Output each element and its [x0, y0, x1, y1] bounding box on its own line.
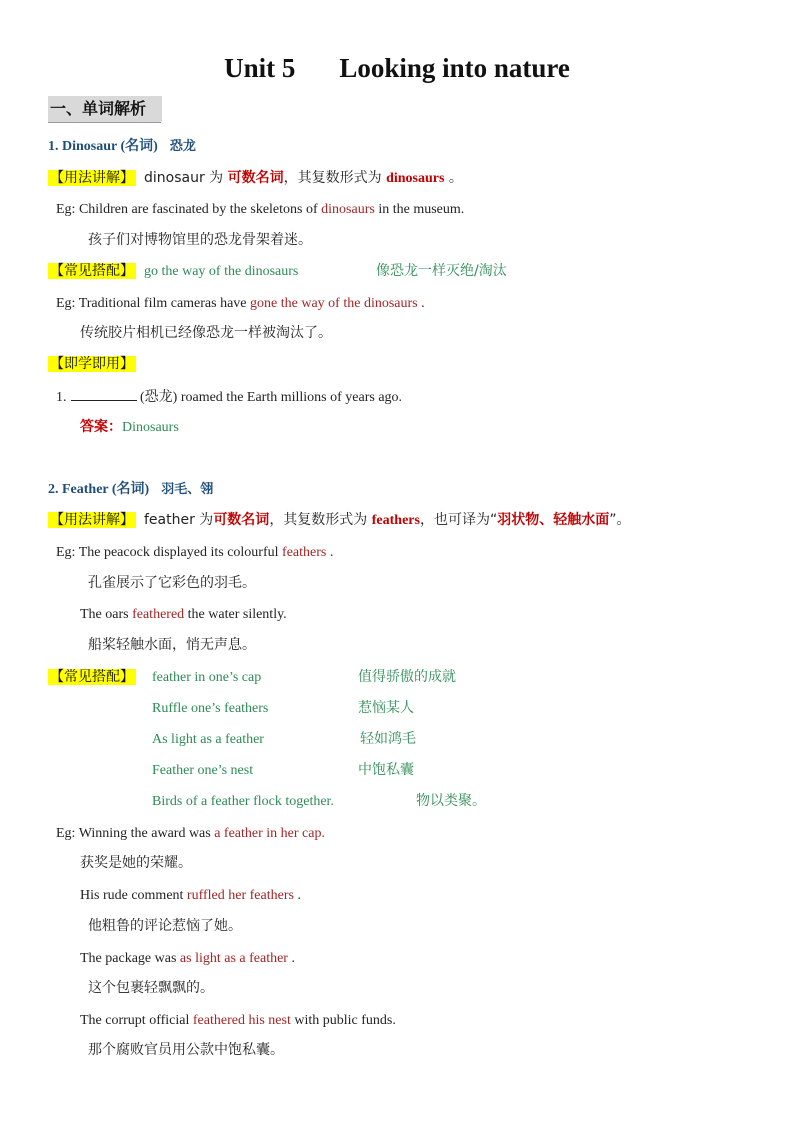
eg-text: Children are fascinated by the skeletons of: [78, 202, 322, 217]
eg-prefix: Eg:: [56, 296, 79, 311]
eg-text: .: [293, 888, 301, 903]
example-translation: 孩子们对博物馆里的恐龙骨架着迷。: [88, 232, 312, 248]
example-sentence: [56, 826, 325, 843]
collocation-cn: 值得骄傲的成就: [358, 669, 456, 685]
eg-highlight: feathers: [282, 545, 327, 560]
heading-text: 2. Feather (名词): [48, 482, 150, 497]
eg-text: .: [417, 296, 425, 311]
collocation-line-dinosaur: [48, 263, 298, 281]
unit-topic: Looking into nature: [339, 53, 570, 83]
collocation-cn: 中饱私囊: [358, 762, 414, 778]
usage-highlight: dinosaurs: [386, 171, 445, 186]
example-translation: 他粗鲁的评论惹恼了她。: [88, 918, 242, 934]
page-title: [0, 52, 794, 84]
example-translation: 那个腐败官员用公款中饱私囊。: [88, 1042, 284, 1058]
collocation-cn: 像恐龙一样灭绝/淘汰: [376, 263, 507, 279]
collocation-en: go the way of the dinosaurs: [144, 264, 299, 279]
collocation-line-feather: [48, 669, 144, 687]
practice-question: [56, 388, 402, 407]
usage-text: dinosaur 为: [144, 170, 228, 186]
answer-label: 答案：: [80, 419, 122, 435]
usage-highlight: 羽状物、轻触水面: [497, 512, 610, 528]
usage-highlight: 可数名词: [227, 170, 284, 186]
example-sentence: [80, 951, 295, 968]
eg-prefix: Eg:: [56, 545, 79, 560]
usage-text: 。: [444, 170, 463, 186]
eg-text: the water silently.: [184, 607, 287, 622]
eg-prefix: Eg:: [56, 826, 79, 841]
heading-meaning: 恐龙: [169, 139, 196, 154]
answer-value: Dinosaurs: [122, 420, 179, 435]
eg-text: His rude comment: [80, 888, 187, 903]
eg-highlight: gone the way of the dinosaurs: [250, 296, 418, 311]
eg-text: with public funds.: [290, 1013, 396, 1028]
eg-text: The oars: [80, 607, 133, 622]
practice-line: [48, 356, 144, 374]
eg-text: The corrupt official: [80, 1013, 193, 1028]
collocation-tag: 【常见搭配】: [50, 263, 134, 279]
heading-text: 1. Dinosaur (名词): [48, 139, 158, 154]
question-number: 1.: [56, 390, 67, 405]
question-text: (恐龙) roamed the Earth millions of years ago.: [136, 390, 403, 405]
collocation-en: As light as a feather: [152, 732, 264, 747]
collocation-tag: 【常见搭配】: [50, 669, 134, 685]
example-translation: 船桨轻触水面，悄无声息。: [88, 637, 256, 653]
example-sentence: [56, 296, 425, 313]
collocation-en: Feather one’s nest: [152, 763, 254, 778]
usage-text: ，其复数形式为: [269, 512, 372, 528]
eg-text: in the museum.: [374, 202, 465, 217]
usage-text: ，其复数形式为: [283, 170, 387, 186]
example-sentence: [56, 202, 464, 219]
eg-text: .: [326, 545, 334, 560]
usage-tag: 【用法讲解】: [50, 512, 134, 528]
collocation-cn: 物以类聚。: [416, 793, 486, 809]
eg-text: The peacock displayed its colourful: [78, 545, 283, 560]
usage-text: ，也可译为“: [419, 512, 498, 528]
unit-label: Unit 5: [224, 53, 296, 83]
usage-highlight: feathers: [371, 513, 420, 528]
answer-blank[interactable]: [71, 388, 137, 401]
usage-text: ”。: [609, 512, 631, 528]
example-sentence: [80, 888, 301, 905]
section-title: 一、单词解析: [48, 96, 162, 122]
eg-highlight: feathered: [132, 607, 185, 622]
eg-highlight: feathered his nest: [192, 1013, 291, 1028]
eg-highlight: ruffled her feathers: [186, 888, 294, 903]
example-sentence: [80, 1013, 396, 1030]
word-heading-feather: [48, 482, 213, 499]
example-translation: 传统胶片相机已经像恐龙一样被淘汰了。: [80, 325, 332, 341]
usage-tag: 【用法讲解】: [50, 170, 134, 186]
usage-highlight: 可数名词: [213, 512, 270, 528]
collocation-cn: 惹恼某人: [358, 700, 414, 716]
section-divider: [48, 122, 161, 123]
example-translation: 这个包裹轻飘飘的。: [88, 980, 214, 996]
example-translation: 获奖是她的荣耀。: [80, 855, 192, 871]
eg-prefix: Eg:: [56, 202, 79, 217]
collocation-cn: 轻如鸿毛: [360, 731, 416, 747]
usage-line-dinosaur: [48, 170, 463, 188]
example-sentence: [80, 607, 287, 624]
usage-text: feather 为: [144, 512, 214, 528]
eg-highlight: as light as a feather: [179, 951, 288, 966]
practice-tag: 【即学即用】: [50, 356, 134, 372]
practice-answer: [80, 419, 179, 437]
eg-highlight: a feather in her cap.: [214, 826, 325, 841]
collocation-en: feather in one’s cap: [152, 670, 262, 685]
eg-highlight: dinosaurs: [321, 202, 375, 217]
collocation-en: Birds of a feather flock together.: [152, 794, 334, 809]
example-translation: 孔雀展示了它彩色的羽毛。: [88, 575, 256, 591]
collocation-en: Ruffle one’s feathers: [152, 701, 269, 716]
eg-text: Traditional film cameras have: [78, 296, 251, 311]
heading-meaning: 羽毛、翎: [161, 482, 214, 497]
eg-text: Winning the award was: [78, 826, 215, 841]
example-sentence: [56, 545, 333, 562]
eg-text: .: [287, 951, 295, 966]
eg-text: The package was: [80, 951, 180, 966]
word-heading-dinosaur: [48, 139, 196, 156]
usage-line-feather: [48, 512, 631, 530]
